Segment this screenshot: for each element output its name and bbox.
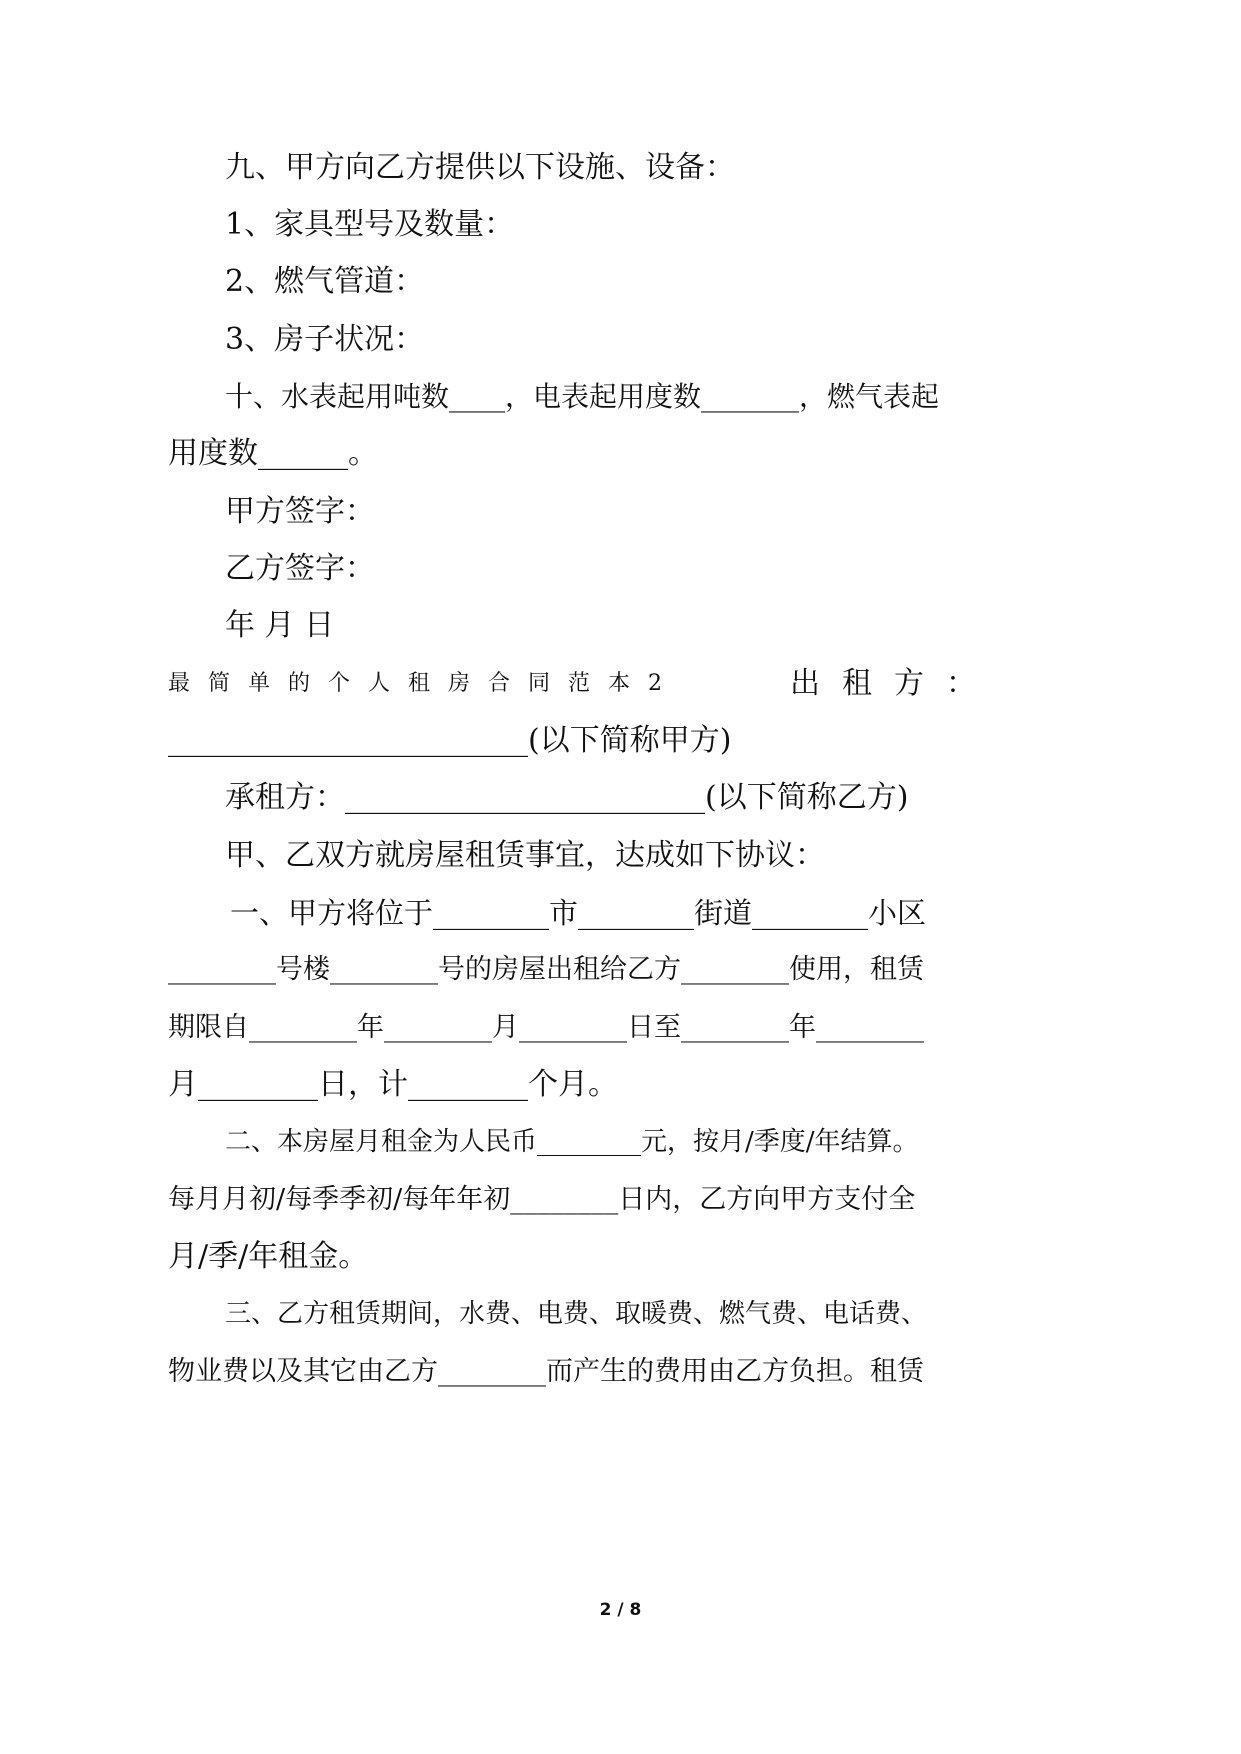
date-line: 年 月 日 [225,608,335,643]
page-number: 2 / 8 [599,1600,642,1620]
lessor-label: 出租方： [790,666,998,701]
clause-9-heading: 九、甲方向乙方提供以下设施、设备： [225,150,735,185]
item-gas-pipe: 2、燃气管道： [225,264,425,299]
clause-2-line-1: 二、本房屋月租金为人民币________元，按月/季度/年结算。 [225,1127,919,1157]
item-house-condition: 3、房子状况： [225,322,425,357]
clause-1-line-1: 一、甲方将位于________市________街道________小区 [230,896,927,930]
agreement-intro: 甲、乙双方就房屋租赁事宜，达成如下协议： [225,838,825,873]
clause-2-line-2: 每月月初/每季季初/每年年初________日内，乙方向甲方支付全 [168,1184,916,1215]
party-a-signature: 甲方签字： [225,494,375,529]
clause-2-line-3: 月/季/年租金。 [168,1239,369,1274]
lessee-line: 承租方：________________________(以下简称乙方) [225,780,909,815]
lessor-line: ________________________(以下简称甲方) [168,723,732,758]
clause-10-line-2: 用度数______。 [168,436,378,471]
contract-title: 最简单的个人租房合同范本2 [168,671,680,696]
clause-3-line-1: 三、乙方租赁期间，水费、电费、取暖费、燃气费、电话费、 [225,1299,928,1329]
clause-3-line-2: 物业费以及其它由乙方________而产生的费用由乙方负担。租赁 [168,1356,924,1387]
item-furniture: 1、家具型号及数量： [225,207,515,242]
clause-1-line-3: 期限自________年________月________日至________年________ [168,1012,924,1043]
clause-1-line-4: 月________日，计________个月。 [168,1067,618,1102]
clause-1-line-2: ________号楼________号的房屋出租给乙方________使用，租赁 [168,954,924,985]
party-b-signature: 乙方签字： [225,551,375,586]
clause-10-line-1: 十、水表起用吨数____，电表起用度数_______，燃气表起 [225,380,940,413]
